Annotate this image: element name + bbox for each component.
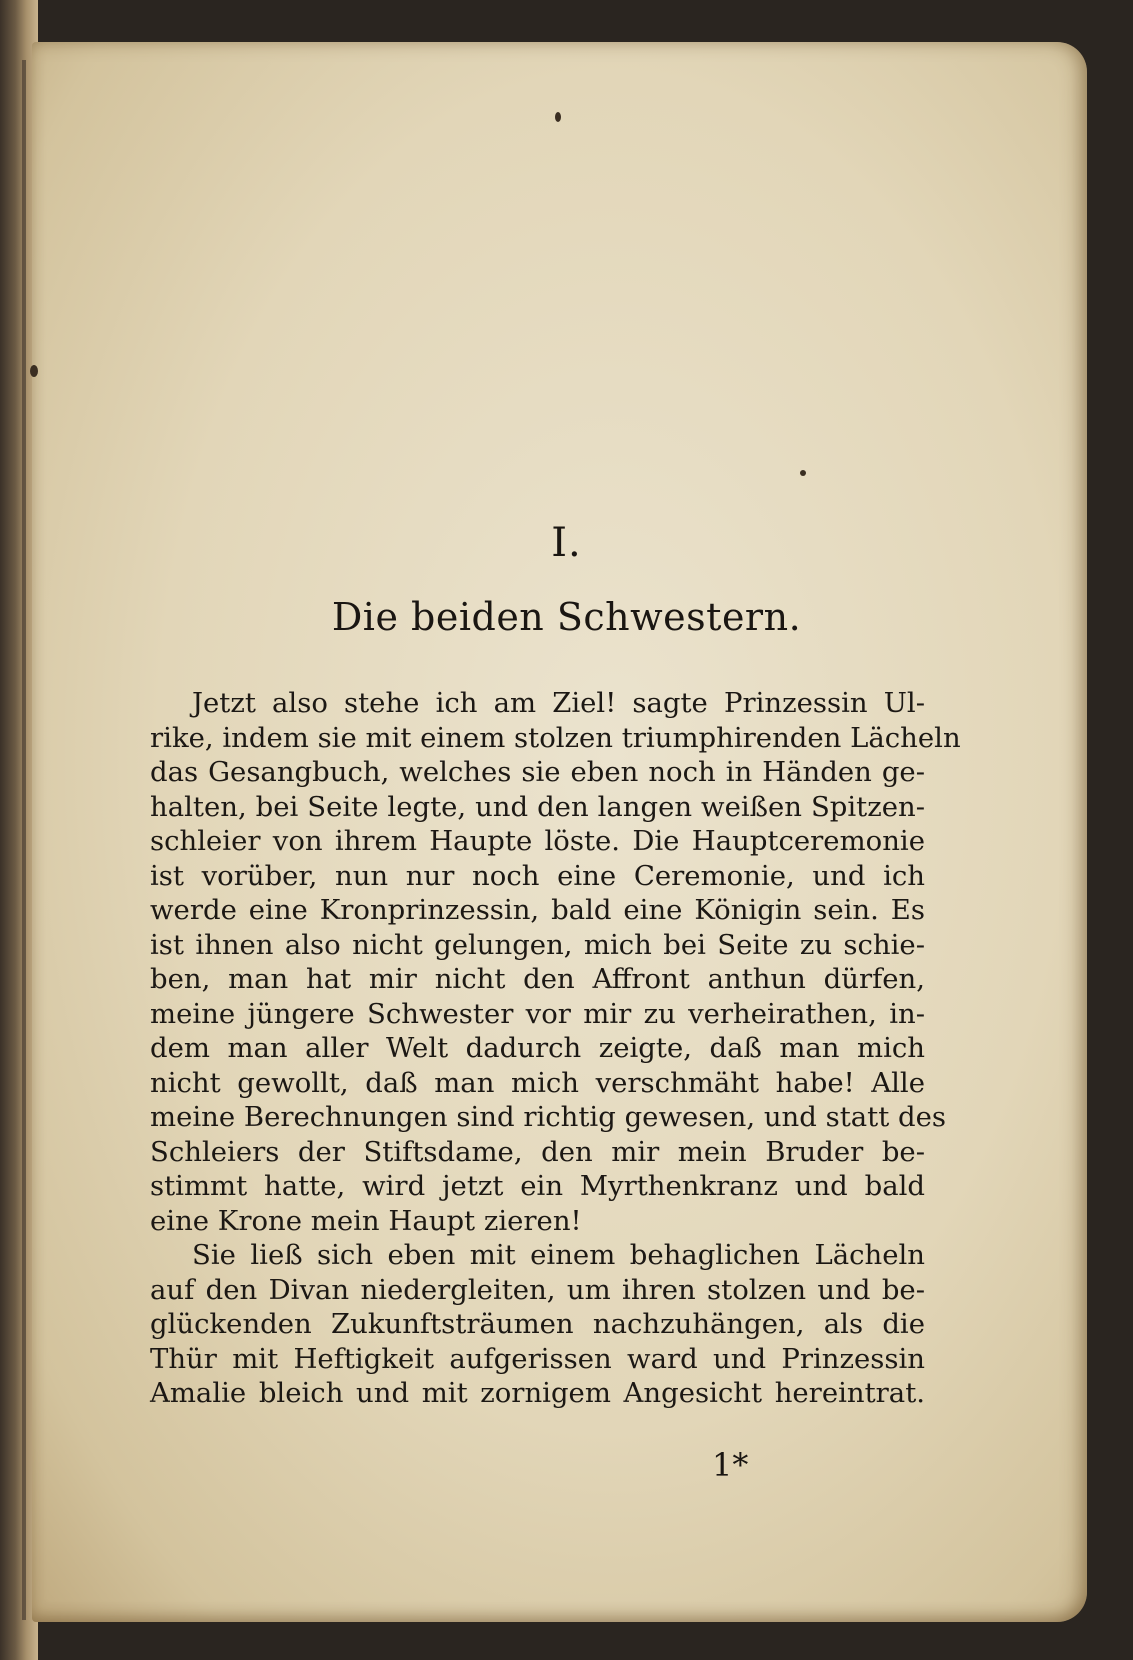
text-line: das Gesangbuch, welches sie eben noch in Händen ge- — [150, 756, 925, 788]
text-line: meine Berechnungen sind richtig gewesen, und statt des — [150, 1101, 946, 1133]
text-line: ben, man hat mir nicht den Affront anthun dürfen, — [150, 963, 925, 995]
ink-spot — [30, 365, 38, 377]
chapter-number: I. — [551, 520, 582, 566]
text-line: dem man aller Welt dadurch zeigte, daß man mich — [150, 1032, 925, 1064]
text-line: rike, indem sie mit einem stolzen triumphirenden Lächeln — [150, 721, 961, 754]
text-line: eine Krone mein Haupt zieren! — [150, 1204, 582, 1237]
text-line: werde eine Kronprinzessin, bald eine Königin sein. Es — [150, 894, 925, 926]
body-text — [150, 686, 961, 1411]
spine-line — [22, 60, 26, 1620]
text-line: nicht gewollt, daß man mich verschmäht habe! Alle — [150, 1066, 925, 1099]
text-line: Schleiers der Stiftsdame, den mir mein Bruder be- — [150, 1135, 925, 1168]
ink-spot — [555, 112, 561, 122]
ink-spot — [800, 470, 806, 476]
text-line: stimmt hatte, wird jetzt ein Myrthenkranz und bald — [150, 1170, 925, 1202]
text-line: auf den Divan niedergleiten, um ihren stolzen und be- — [150, 1273, 925, 1306]
text-line: ist ihnen also nicht gelungen, mich bei Seite zu schie- — [150, 928, 925, 961]
text-line: Amalie bleich und mit zornigem Angesicht hereintrat. — [150, 1377, 925, 1409]
text-line: glückenden Zukunftsträumen nachzuhängen, als die — [150, 1308, 925, 1340]
signature-mark: 1* — [712, 1446, 749, 1484]
text-line: halten, bei Seite legte, und den langen weißen Spitzen- — [150, 790, 925, 823]
text-line: meine jüngere Schwester vor mir zu verheirathen, in- — [150, 997, 925, 1030]
text-line: ist vorüber, nun nur noch eine Ceremonie, und ich — [150, 859, 925, 892]
text-line: Thür mit Heftigkeit aufgerissen ward und Prinzessin — [150, 1342, 925, 1375]
text-line: Sie ließ sich eben mit einem behaglichen Lächeln — [192, 1239, 925, 1271]
text-line: Jetzt also stehe ich am Ziel! sagte Prinzessin Ul- — [192, 687, 925, 719]
text-line: schleier von ihrem Haupte löste. Die Hauptceremonie — [150, 825, 925, 857]
chapter-title: Die beiden Schwestern. — [331, 595, 802, 639]
